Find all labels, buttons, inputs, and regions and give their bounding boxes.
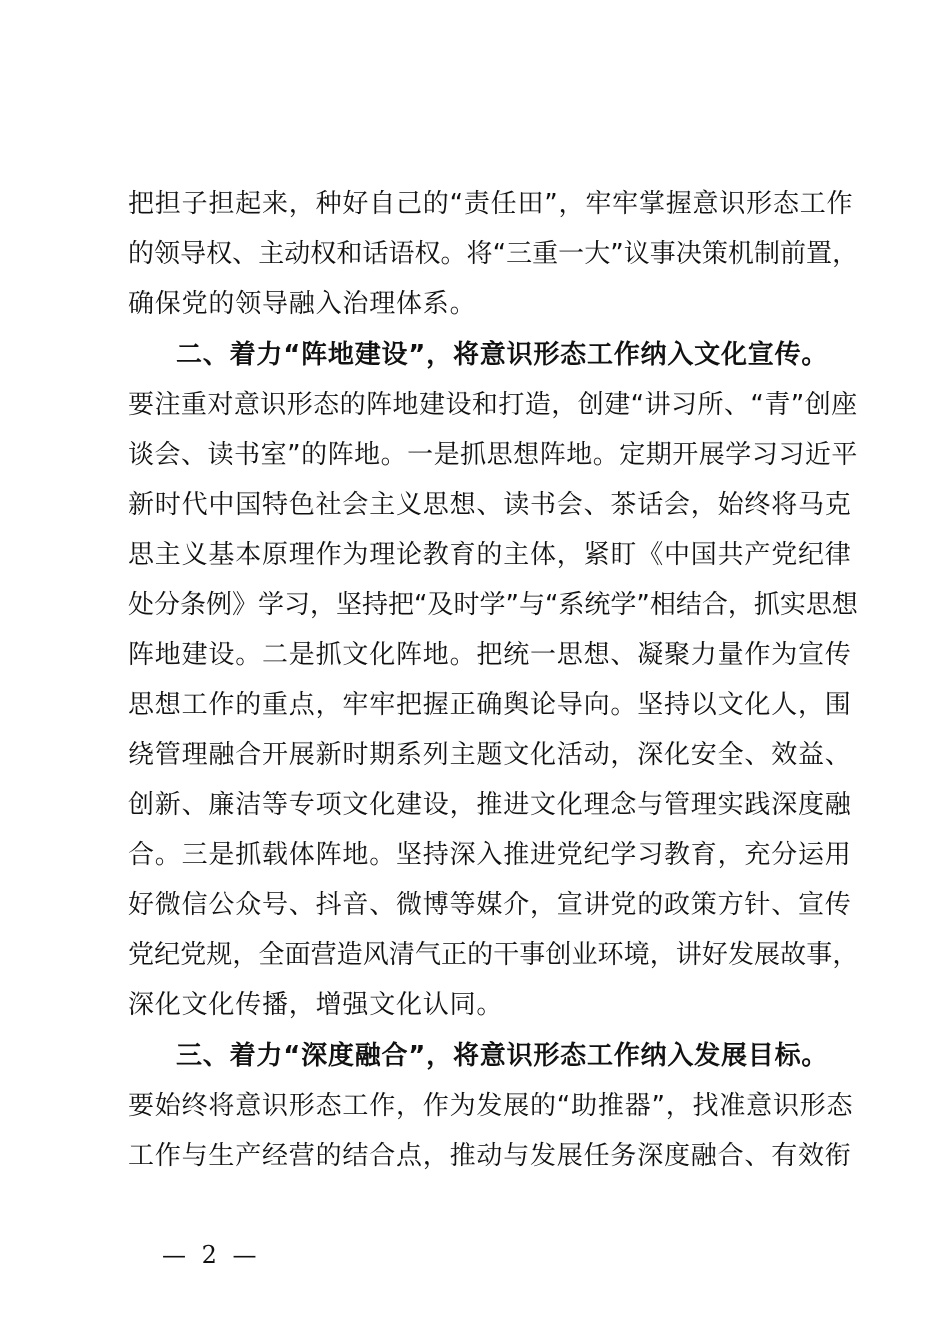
body-line: 要始终将意识形态工作，作为发展的“助推器”，找准意识形态 — [128, 1091, 854, 1121]
body-line: 绕管理融合开展新时期系列主题文化活动，深化安全、效益、 — [128, 740, 852, 770]
page-number: — 2 — — [162, 1241, 261, 1269]
body-line: 谈会、读书室”的阵地。一是抓思想阵地。定期开展学习习近平 — [128, 440, 858, 470]
body-line: 的领导权、主动权和话语权。将“三重一大”议事决策机制前置， — [128, 239, 859, 269]
body-line: 创新、廉洁等专项文化建设，推进文化理念与管理实践深度融 — [128, 790, 852, 820]
body-line: 好微信公众号、抖音、微博等媒介，宣讲党的政策方针、宣传 — [128, 890, 852, 920]
body-line: 工作与生产经营的结合点，推动与发展任务深度融合、有效衔 — [128, 1141, 852, 1171]
body-line: 思主义基本原理作为理论教育的主体，紧盯《中国共产党纪律 — [128, 540, 852, 570]
body-line: 思想工作的重点，牢牢把握正确舆论导向。坚持以文化人，围 — [128, 690, 852, 720]
body-line: 确保党的领导融入治理体系。 — [128, 289, 477, 319]
body-line: 党纪党规，全面营造风清气正的干事创业环境，讲好发展故事， — [128, 940, 859, 970]
body-line: 把担子担起来，种好自己的“责任田”，牢牢掌握意识形态工作 — [128, 189, 854, 219]
body-line: 新时代中国特色社会主义思想、读书会、茶话会，始终将马克 — [128, 490, 852, 520]
body-line: 处分条例》学习，坚持把“及时学”与“系统学”相结合，抓实思想 — [128, 590, 858, 620]
section-heading-2: 二、着力“阵地建设”，将意识形态工作纳入文化宣传。 — [176, 340, 829, 370]
body-line: 合。三是抓载体阵地。坚持深入推进党纪学习教育，充分运用 — [128, 840, 852, 870]
body-line: 阵地建设。二是抓文化阵地。把统一思想、凝聚力量作为宣传 — [128, 640, 852, 670]
section-heading-3: 三、着力“深度融合”，将意识形态工作纳入发展目标。 — [176, 1041, 829, 1071]
body-line: 要注重对意识形态的阵地建设和打造，创建“讲习所、“青”创座 — [128, 390, 858, 420]
body-line: 深化文化传播，增强文化认同。 — [128, 990, 504, 1020]
